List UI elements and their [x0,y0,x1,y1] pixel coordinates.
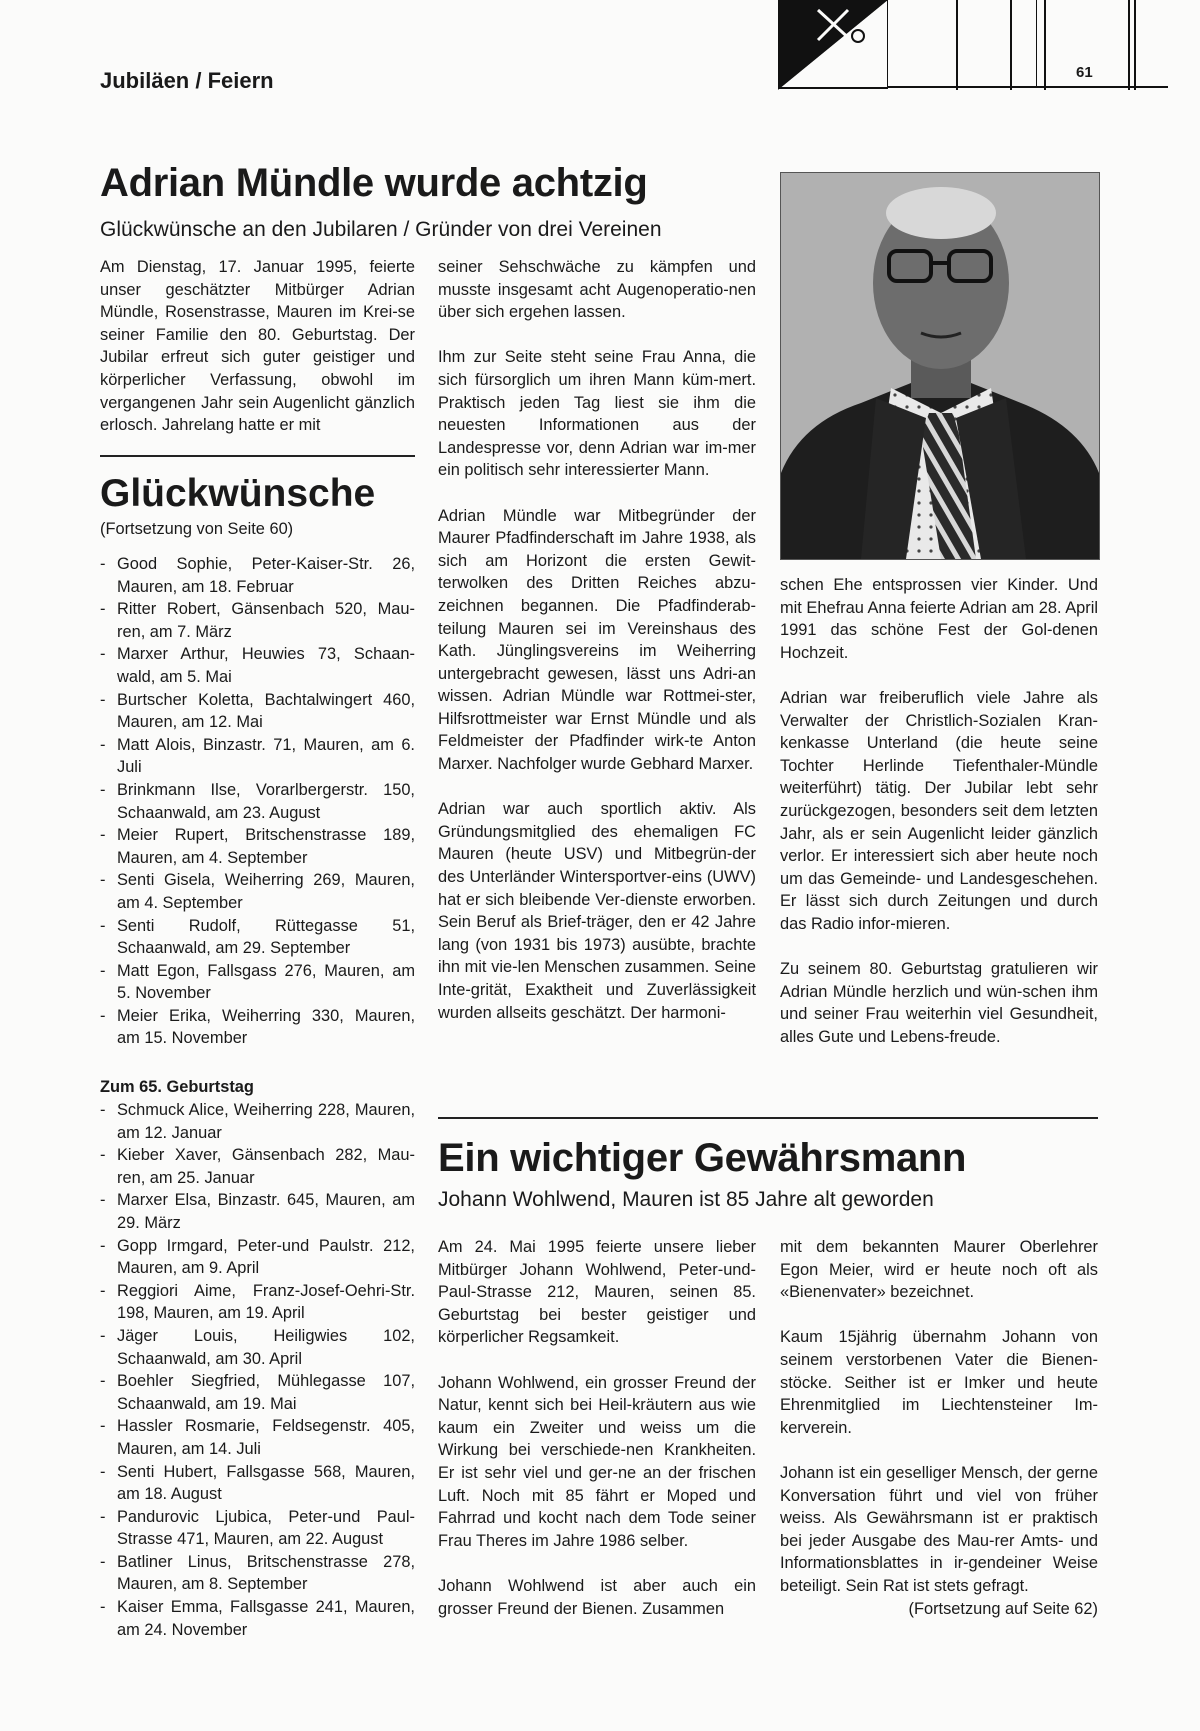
list-item: - Kieber Xaver, Gänsenbach 282, Mau-ren, am 25. Januar [100,1144,415,1189]
article1-title: Adrian Mündle wurde achtzig [100,161,648,205]
article2-col2 [438,1236,756,1643]
section-label: Jubiläen / Feiern [100,68,274,93]
paragraph: Zu seinem 80. Geburtstag gratulieren wir Adrian Mündle herzlich und wün-schen ihm und seiner Frau weiterhin viel Gesundheit, alles Gute und Lebens-freude. [780,960,1098,1046]
continuation-note: (Fortsetzung auf Seite 62) [908,1599,1098,1618]
list-item: - Marxer Elsa, Binzastr. 645, Mauren, am 29. März [100,1189,415,1234]
paragraph: mit dem bekannten Maurer Oberlehrer Egon Meier, wird er heute noch oft als «Bienenvater» bezeichnet. [780,1238,1098,1302]
list-item: - Brinkmann Ilse, Vorarlbergerstr. 150, Schaanwald, am 23. August [100,779,415,824]
paragraph: schen Ehe entsprossen vier Kinder. Und mit Ehefrau Anna feierte Adrian am 28. April 1991 das schöne Fest der Gol-denen Hochzeit. [780,576,1098,662]
article1-col3 [780,574,1098,1071]
paragraph: Johann ist ein geselliger Mensch, der gerne Konversation führt und viel von früher weiss. Als Gewährsmann ist er praktisch bei jeder Ausgabe des Mau-rer Amts- und Informationsblattes in ir-gendeiner Weise beteiligt. Sein Rat ist stets gefragt. [780,1463,1098,1595]
article1-col2 [438,256,756,1047]
glueckwuensche-subtitle: (Fortsetzung von Seite 60) [100,520,294,538]
list-item: - Matt Alois, Binzastr. 71, Mauren, am 6. Juli [100,734,415,779]
list-item: - Schmuck Alice, Weiherring 228, Mauren, am 12. Januar [100,1099,415,1144]
divider [100,455,415,457]
list-item: - Ritter Robert, Gänsenbach 520, Mau-ren, am 7. März [100,598,415,643]
list-item: - Hassler Rosmarie, Feldsegenstr. 405, Mauren, am 14. Juli [100,1415,415,1460]
list-item: - Boehler Siegfried, Mühlegasse 107, Schaanwald, am 19. Mai [100,1370,415,1415]
list-item: - Burtscher Koletta, Bachtalwingert 460, Mauren, am 12. Mai [100,689,415,734]
list-item: - Meier Rupert, Britschenstrasse 189, Mauren, am 4. September [100,824,415,869]
glueckwuensche-title: Glückwünsche [100,472,376,515]
article2-title: Ein wichtiger Gewährsmann [438,1136,967,1180]
birthday-list [100,553,415,1050]
list-item: - Batliner Linus, Britschenstrasse 278, Mauren, am 8. September [100,1551,415,1596]
list-item: - Meier Erika, Weiherring 330, Mauren, am 15. November [100,1005,415,1050]
birthday-list-65 [100,1099,415,1641]
list-item: - Kaiser Emma, Fallsgasse 241, Mauren, am 24. November [100,1596,415,1641]
list-item: - Senti Hubert, Fallsgasse 568, Mauren, am 18. August [100,1461,415,1506]
list-heading-65: Zum 65. Geburtstag [100,1078,254,1096]
list-item: - Good Sophie, Peter-Kaiser-Str. 26, Mauren, am 18. Februar [100,553,415,598]
portrait-photo [780,172,1100,560]
list-item: - Reggiori Aime, Franz-Josef-Oehri-Str. 198, Mauren, am 19. April [100,1280,415,1325]
article1-col1-text: Am Dienstag, 17. Januar 1995, feierte unser geschätzter Mitbürger Adrian Mündle, Rosenstrasse, Mauren im Krei-se seiner Familie den 80. Geburtstag. Der Jubilar erfreut sich guter geistiger und körperlicher Verfassung, obwohl im vergangenen Jahr sein Augenlicht gänzlich erlosch. Jahrelang hatte er mit [100,258,415,435]
list-item: - Jäger Louis, Heiligwies 102, Schaanwald, am 30. April [100,1325,415,1370]
portrait-illustration [781,173,1099,559]
paragraph: Adrian Mündle war Mitbegründer der Maurer Pfadfinderschaft im Jahre 1938, als sich am Horizont die ersten Gewit-terwolken des Dritten Reiches abzu-zeichnen begannen. Die Pfadfinderab-teilung Mauren sei im Vereinshaus des Kath. Jünglingsvereins im Weiherring untergebracht gewesen, lässt uns Adri-an wissen. Adrian Mündle war Rottmei-ster, Hilfsrottmeister war Ernst Mündle und als Feldmeister der Pfadfinder wirk-te Anton Marxer. Nachfolger wurde Gebhard Marxer. [438,506,756,774]
paragraph: Am 24. Mai 1995 feierte unsere lieber Mitbürger Johann Wohlwend, Peter-und-Paul-Strasse 212, Mauren, seinen 85. Geburtstag bei bester geistiger und körperlicher Regsamkeit. [438,1238,756,1347]
paragraph: Adrian war freiberuflich viele Jahre als Verwalter der Christlich-Sozialen Kran-kenkasse Unterland (die heute seine Tochter Herlinde Tiefenthaler-Mündle weiterführt) tätig. Der Jubilar lebt sehr zurückgezogen, besonders seit dem letzten Jahr, als er sein Augenlicht leider gänzlich verlor. Er interessiert sich aber heute noch um das Gemeinde- und Landesgeschehen. Er lässt sich durch Zeitungen und durch das Radio infor-mieren. [780,688,1098,933]
emblem-icon [778,0,888,90]
list-item: - Gopp Irmgard, Peter-und Paulstr. 212, Mauren, am 9. April [100,1235,415,1280]
divider [438,1117,1098,1119]
list-item: - Marxer Arthur, Heuwies 73, Schaan-wald, am 5. Mai [100,643,415,688]
article2-col3 [780,1236,1098,1620]
list-item: - Pandurovic Ljubica, Peter-und Paul-Strasse 471, Mauren, am 22. August [100,1506,415,1551]
paragraph: Johann Wohlwend, ein grosser Freund der Natur, kennt sich bei Heil-kräutern aus wie kaum ein Zweiter und weiss um die Wirkung bei verschiede-nen Krankheiten. Er ist sehr viel und ger-ne an der frischen Luft. Noch mit 85 fährt er Moped und Fahrrad und kocht nach dem Tode seiner Frau Theres im Jahre 1986 selber. [438,1373,756,1550]
page-number: 61 [1076,64,1093,81]
paragraph: Adrian war auch sportlich aktiv. Als Gründungsmitglied des ehemaligen FC Mauren (heute USV) und Mitbegrün-der des Unterländer Wintersportver-eins (UWV) hat er sich bleibende Ver-dienste erworben. Sein Beruf als Brief-träger, den er 42 Jahre lang (von 1931 bis 1973) ausübte, brachte ihn mit vie-len Menschen zusammen. Seine Inte-grität, Exaktheit und Zuverlässigkeit wurden allseits geschätzt. Der harmoni- [438,800,756,1022]
paragraph: Ihm zur Seite steht seine Frau Anna, die sich fürsorglich um ihren Mann küm-mert. Praktisch jeden Tag liest sie ihm die neuesten Informationen aus der Landespresse vor, denn Adrian war im-mer ein politisch sehr interessierter Mann. [438,348,756,480]
list-item: - Senti Rudolf, Rüttegasse 51, Schaanwald, am 29. September [100,915,415,960]
page-header-box [778,0,1168,90]
paragraph: Johann Wohlwend ist aber auch ein grosser Freund der Bienen. Zusammen [438,1576,756,1618]
paragraph: Kaum 15jährig übernahm Johann von seinem verstorbenen Vater die Bienen-stöcke. Seither ist er Imker und heute Ehrenmitglied im Liechtensteiner Im-kerverein. [780,1328,1098,1437]
list-item: - Matt Egon, Fallsgass 276, Mauren, am 5. November [100,960,415,1005]
article2-subtitle: Johann Wohlwend, Mauren ist 85 Jahre alt geworden [438,1188,934,1211]
list-item: - Senti Gisela, Weiherring 269, Mauren, am 4. September [100,869,415,914]
paragraph: seiner Sehschwäche zu kämpfen und musste insgesamt acht Augenoperatio-nen über sich ergehen lassen. [438,258,756,322]
article1-subtitle: Glückwünsche an den Jubilaren / Gründer von drei Vereinen [100,218,662,241]
